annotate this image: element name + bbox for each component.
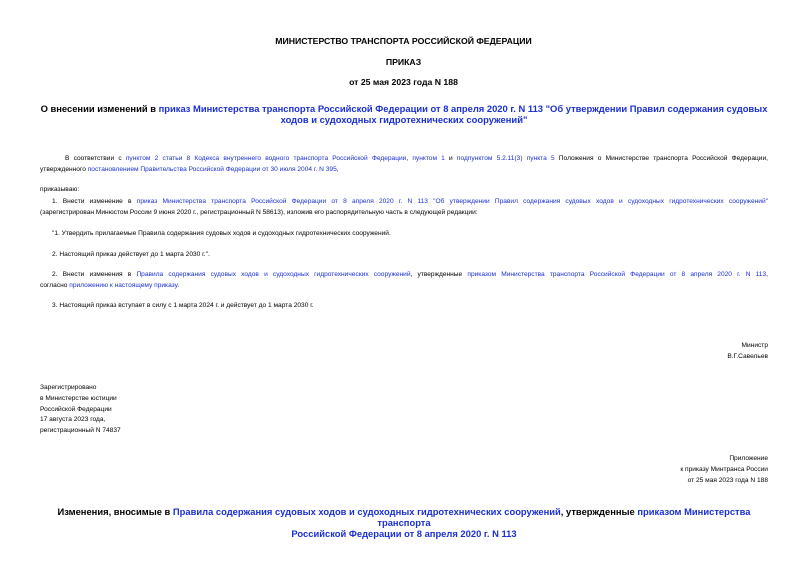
- item2-link-rules[interactable]: Правила содержания судовых ходов и судоходных гидротехнических сооружений: [136, 271, 411, 278]
- quote-line1: "1. Утвердить прилагаемые Правила содержания судовых ходов и судоходных гидротехнических сооружений.: [52, 230, 391, 237]
- doc-type-heading: ПРИКАЗ: [385, 57, 422, 67]
- item1-line2: (зарегистрирован Минюстом России 9 июня 2020 г., регистрационный N 58613), изложив его распорядительную часть в следующей редакции:: [40, 209, 478, 216]
- order-word: приказываю:: [40, 186, 80, 193]
- item2-line1: 2. Внести изменения в Правила содержания судовых ходов и судоходных гидротехнических сооружений, утвержденные приказом Министерства транспорта Российской Федерации от 8 апреля 2020 г. N 113,: [52, 271, 768, 278]
- signature-position: Министр: [741, 342, 768, 349]
- preamble-line1: В соответствии с пунктом 2 статьи 8 Кодекса внутреннего водного транспорта Российской Федерации, пунктом 1 и подпунктом 5.2.11(3) пункта 5 Положения о Министерстве транспорта Российской Федерации,: [65, 155, 768, 162]
- preamble-line2: утвержденного постановлением Правительства Российской Федерации от 30 июля 2004 г. N 395,: [40, 166, 339, 173]
- item1-line1: 1. Внести изменение в приказ Министерства транспорта Российской Федерации от 8 апреля 2020 г. N 113 "Об утверждении Правил содержания судовых ходов и судоходных гидротехнических сооружений": [52, 198, 768, 205]
- item2-link-appendix[interactable]: приложению к настоящему приказу: [69, 282, 178, 289]
- order-title-link[interactable]: приказ Министерства транспорта Российской Федерации от 8 апреля 2020 г. N 113 "Об утверждении Правил содержания судовых ходов и судоходных гидротехнических сооружений": [158, 103, 768, 125]
- preamble-link-decree[interactable]: постановлением Правительства Российской Федерации от 30 июля 2004 г. N 395: [87, 166, 337, 173]
- doc-date-number: от 25 мая 2023 года N 188: [349, 77, 458, 87]
- changes-link-rules[interactable]: Правила содержания судовых ходов и судоходных гидротехнических сооружений: [172, 506, 561, 517]
- item1-link[interactable]: приказ Министерства транспорта Российской Федерации от 8 апреля 2020 г. N 113 "Об утверждении Правил содержания судовых ходов и судоходных гидротехнических сооружений": [136, 198, 768, 205]
- preamble-link-subpoint[interactable]: подпунктом 5.2.11(3) пункта 5: [456, 155, 555, 162]
- appendix-block: Приложение к приказу Минтранса России от 25 мая 2023 года N 188: [680, 455, 768, 484]
- preamble-link-point1[interactable]: пунктом 1: [412, 155, 445, 162]
- order-title: [40, 103, 768, 125]
- preamble-link-code[interactable]: пунктом 2 статьи 8 Кодекса внутреннего водного транспорта Российской Федерации: [125, 155, 407, 162]
- changes-link-order-2[interactable]: Российской Федерации от 8 апреля 2020 г. N 113: [291, 528, 517, 539]
- registration-block: Зарегистрировано в Министерстве юстиции Российской Федерации 17 августа 2023 года, регистрационный N 74837: [40, 384, 121, 435]
- order-title-prefix: О внесении изменений в: [40, 103, 159, 114]
- item2-link-order[interactable]: приказом Министерства транспорта Российской Федерации от 8 апреля 2020 г. N 113: [467, 271, 767, 278]
- quote-line2: 2. Настоящий приказ действует до 1 марта 2030 г.".: [52, 251, 210, 258]
- ministry-heading: МИНИСТЕРСТВО ТРАНСПОРТА РОССИЙСКОЙ ФЕДЕРАЦИИ: [275, 36, 532, 46]
- item2-line2: согласно приложению к настоящему приказу.: [40, 282, 180, 289]
- signature-name: В.Г.Савельев: [727, 353, 768, 360]
- changes-link-order-1[interactable]: приказом Министерства транспорта: [377, 506, 751, 528]
- changes-title: Изменения, вносимые в Правила содержания судовых ходов и судоходных гидротехнических сооружений, утвержденные приказом Министерства транспорта Российской Федерации от 8 апреля 2020 г. N 113: [57, 506, 751, 539]
- item3: 3. Настоящий приказ вступает в силу с 1 марта 2024 г. и действует до 1 марта 2030 г.: [52, 302, 314, 309]
